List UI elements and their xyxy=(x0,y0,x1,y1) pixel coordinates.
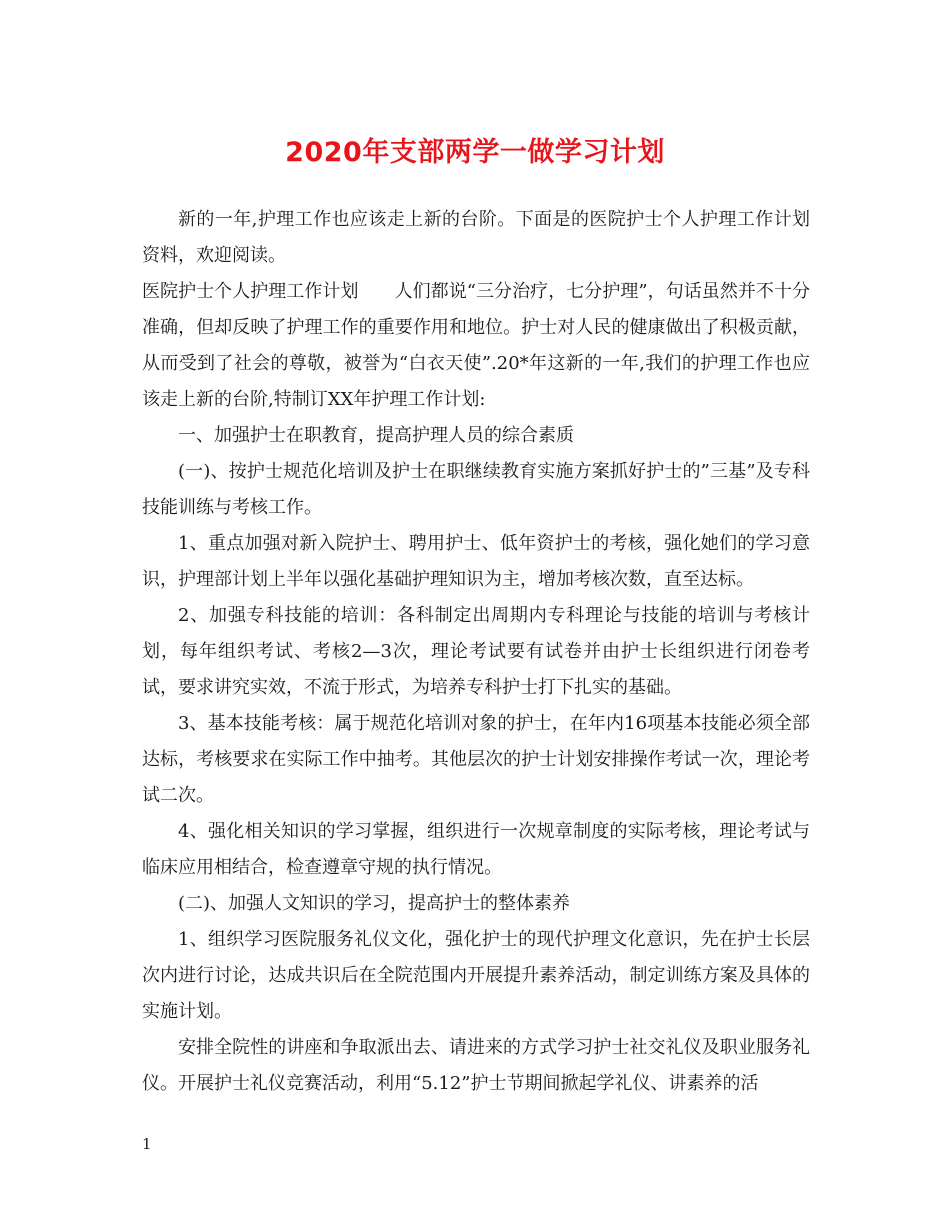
paragraph-etiquette: 安排全院性的讲座和争取派出去、请进来的方式学习护士社交礼仪及职业服务礼仪。开展护士礼仪竞赛活动，利用“5.12”护士节期间掀起学礼仪、讲素养的活 xyxy=(142,1037,810,1094)
page-number: 1 xyxy=(142,1135,152,1153)
paragraph-intro: 新的一年,护理工作也应该走上新的台阶。下面是的医院护士个人护理工作计划资料，欢迎阅读。 xyxy=(142,209,810,266)
list-item-5: 1、组织学习医院服务礼仪文化，强化护士的现代护理文化意识，先在护士长层次内进行讨论，达成共识后在全院范围内开展提升素养活动，制定训练方案及具体的实施计划。 xyxy=(142,929,810,1022)
subsection-heading-2: (二)、加强人文知识的学习，提高护士的整体素养 xyxy=(178,893,571,914)
section-heading-1: 一、加强护士在职教育，提高护理人员的综合素质 xyxy=(178,425,574,446)
list-item-4: 4、强化相关知识的学习掌握，组织进行一次规章制度的实际考核，理论考试与临床应用相结合，检查遵章守规的执行情况。 xyxy=(142,821,810,878)
document-body xyxy=(142,202,810,1102)
list-item-2: 2、加强专科技能的培训：各科制定出周期内专科理论与技能的培训与考核计划，每年组织考试、考核2—3次，理论考试要有试卷并由护士长组织进行闭卷考试，要求讲究实效，不流于形式，为培养专科护士打下扎实的基础。 xyxy=(142,605,810,698)
subsection-heading-1: (一)、按护士规范化培训及护士在职继续教育实施方案抓好护士的”三基”及专科技能训练与考核工作。 xyxy=(142,461,810,518)
paragraph-plan-intro: 医院护士个人护理工作计划 人们都说“三分治疗，七分护理”，句话虽然并不十分准确，但却反映了护理工作的重要作用和地位。护士对人民的健康做出了积极贡献，从而受到了社会的尊敬，被誉为“白衣天使”.20*年这新的一年,我们的护理工作也应该走上新的台阶,特制订XX年护理工作计划: xyxy=(142,281,810,410)
list-item-1: 1、重点加强对新入院护士、聘用护士、低年资护士的考核，强化她们的学习意识，护理部计划上半年以强化基础护理知识为主，增加考核次数，直至达标。 xyxy=(142,533,810,590)
page-title: 2020年支部两学一做学习计划 xyxy=(285,137,665,168)
list-item-3: 3、基本技能考核：属于规范化培训对象的护士，在年内16项基本技能必须全部达标，考核要求在实际工作中抽考。其他层次的护士计划安排操作考试一次，理论考试二次。 xyxy=(142,713,810,806)
